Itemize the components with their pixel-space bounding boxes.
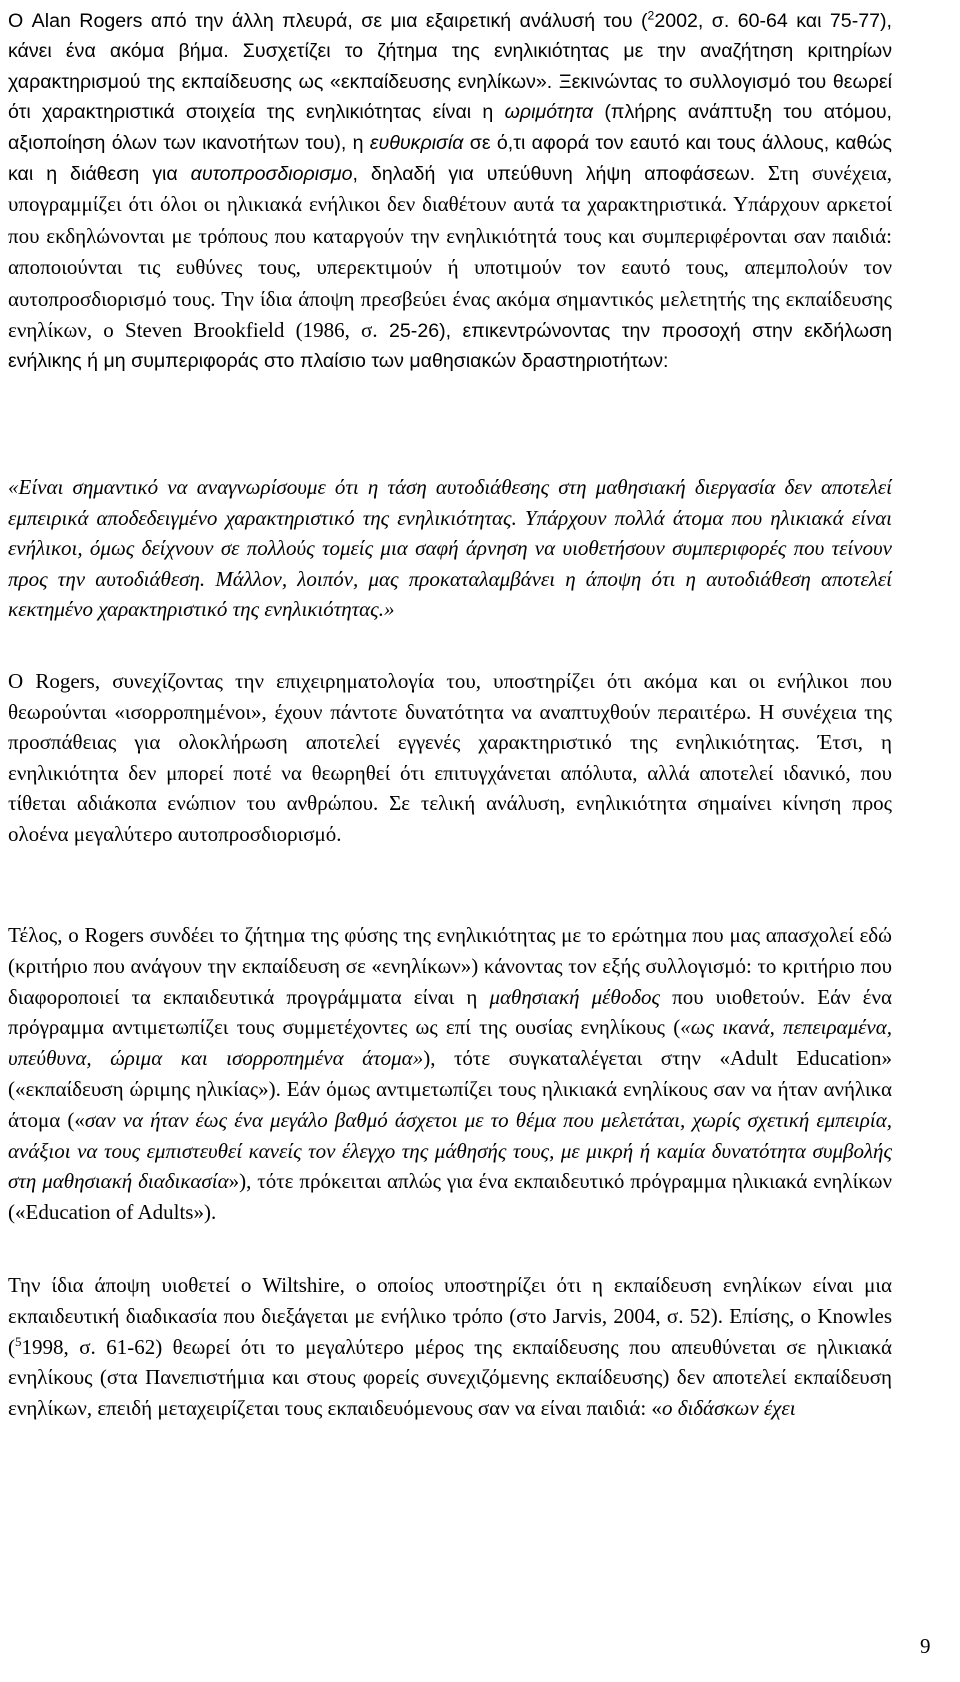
text-span: »), τότε πρόκειται απλώς για ένα εκπαιδευτικό πρόγραμμα ηλικιακά ενηλίκων («Education of Adults»). (8, 1169, 892, 1225)
italic-quote-adults: «ως ικανά, πεπειραμένα, υπεύθυνα, ώριμα και ισορροπημένα άτομα» (8, 1015, 892, 1071)
superscript-edition: 5 (15, 1333, 22, 1349)
text-span: Υπάρχουν αρκετοί που εκδηλώνονται με τρόπους που καταργούν την ενηλικιότητά τους και συμπεριφέρονται σαν παιδιά: αποποιούνται τις ευθύνες τους, υπερεκτιμούν ή υποτιμούν τον εαυτό τους, απεμπολούν τον αυτοπροσδιορισμό τους. Την ίδια άποψη πρεσβεύει ένας ακόμα σημαντικός μελετητής της εκπαίδευσης ενηλίκων, ο Steven Brookfield (1986, σ. (8, 192, 892, 343)
paragraph-rogers-analysis (8, 6, 892, 377)
text-span: Στη συνέχεια, υπογραμμίζει ότι όλοι οι ηλικιακά ενήλικοι δεν διαθέτουν αυτά τα χαρακτηριστικά. (8, 161, 892, 217)
text-span: 1998, σ. 61-62) θεωρεί ότι το μεγαλύτερο μέρος της εκπαίδευσης που απευθύνεται σε ηλικιακά ενηλίκους (στα Πανεπιστήμια και στους φορείς συνεχιζόμενης εκπαίδευσης) δεν αποτελεί εκπαίδευση ενηλίκων, επειδή μεταχειρίζεται τους εκπαιδευόμενους σαν να είναι παιδιά: « (8, 1334, 892, 1421)
paragraph-wiltshire-knowles (8, 1270, 892, 1424)
superscript-edition: 2 (647, 8, 655, 23)
page-number: 9 (920, 1634, 931, 1658)
italic-quote-minors: σαν να ήταν έως ένα μεγάλο βαθμό άσχετοι με το θέμα που μελετάται, χωρίς σχετική εμπειρία, ανάξιοι να τους εμπιστευθεί κανείς τον έλεγχο της μάθησής τους, με μικρή ή καμία δυνατότητα συμβολής στη μαθησιακή διαδικασία (8, 1107, 892, 1194)
paragraph-learning-method (8, 920, 892, 1228)
text-span: (πλήρης ανάπτυξη του ατόμου, αξιοποίηση όλων των ικανοτήτων του), η (8, 101, 893, 154)
text-span: Τέλος, ο Rogers συνδέει το ζήτημα της φύσης της ενηλικιότητας με το ερώτημα που μας απασχολεί εδώ (κριτήριο που ανάγουν την εκπαίδευση σε «ενηλίκων») κάνοντας τον εξής συλλογισμό: το κριτήριο που διαφοροποιεί τα εκπαιδευτικά προγράμματα είναι η (8, 923, 892, 1009)
text-span: Ο Alan Rogers από την άλλη πλευρά, σε μια εξαιρετική ανάλυσή του ( (8, 10, 648, 32)
block-quote-brookfield: «Είναι σημαντικό να αναγνωρίσουμε ότι η τάση αυτοδιάθεσης στη μαθησιακή διεργασία δεν αποτελεί εμπειρικά αποδεδειγμένο χαρακτηριστικό της ενηλικιότητας. Υπάρχουν πολλά άτομα που ηλικιακά είναι ενήλικοι, όμως δείχνουν σε πολλούς τομείς μια σαφή άρνηση να υιοθετήσουν συμπεριφορές που τείνουν προς την αυτοδιάθεση. Μάλλον, λοιπόν, μας προκαταλαμβάνει η άποψη ότι η αυτοδιάθεση αποτελεί κεκτημένο χαρακτηριστικό της ενηλικιότητας.» (8, 475, 892, 622)
text-span: σε ό,τι αφορά τον εαυτό και τους άλλους, καθώς και η διάθεση για (8, 131, 892, 186)
text-span: 25-26), επικεντρώνοντας την προσοχή στην εκδήλωση ενήλικης ή μη συμπεριφοράς στο πλαίσιο των μαθησιακών δραστηριοτήτων: (8, 320, 893, 373)
italic-quote-teacher: ο διδάσκων έχει (661, 1396, 796, 1421)
text-span: Την ίδια άποψη υιοθετεί ο Wiltshire, ο οποίος υποστηρίζει ότι η εκπαίδευση ενηλίκων είναι μια εκπαιδευτική διαδικασία που διεξάγεται με ενήλικο τρόπο (στο Jarvis, 2004, σ. 52). Επίσης, ο Knowles ( (8, 1273, 892, 1359)
italic-term-self-determination: αυτοπροσδιορισμο (190, 163, 353, 186)
text-span: που υιοθετούν. Εάν ένα πρόγραμμα αντιμετωπίζει τους συμμετέχοντες ως επί της ουσίας ενηλίκους ( (8, 984, 892, 1040)
italic-term-judgement: ευθυκρισία (369, 131, 464, 154)
text-span: 2002, σ. 60-64 και 75-77), κάνει ένα ακόμα βήμα. Συσχετίζει το ζήτημα της ενηλικιότητας με την αναζήτηση κριτηρίων χαρακτηρισμού της εκπαίδευσης ως «εκπαίδευσης ενηλίκων». Ξεκινώντας το συλλογισμό του θεωρεί ότι χαρακτηριστικά στοιχεία της ενηλικιότητας είναι η (8, 10, 892, 124)
text-span: ), τότε συγκαταλέγεται στην «Adult Education» («εκπαίδευση ώριμης ηλικίας»). Εάν όμως αντιμετωπίζει τους ηλικιακά ενηλίκους σαν να ήταν ανήλικα άτομα (« (8, 1046, 892, 1132)
italic-term-maturity: ωριμότητα (504, 101, 594, 124)
text-span: , δηλαδή για υπεύθυνη λήψη αποφάσεων. (352, 163, 756, 186)
paragraph-rogers-continuation: Ο Rogers, συνεχίζοντας την επιχειρηματολογία του, υποστηρίζει ότι ακόμα και οι ενήλικοι που θεωρούνται «ισορροπημένοι», έχουν πάντοτε δυνατότητα να αναπτυχθούν περαιτέρω. Η συνέχεια της προσπάθειας για ολοκλήρωση αποτελεί εγγενές χαρακτηριστικό της ενηλικιότητας. Έτσι, η ενηλικιότητα δεν μπορεί ποτέ να θεωρηθεί ότι επιτυγχάνεται απόλυτα, αλλά αποτελεί ιδανικό, που τίθεται αδιάκοπα ενώπιον του ανθρώπου. Σε τελική ανάλυση, ενηλικιότητα σημαίνει κίνηση προς ολοένα μεγαλύτερο αυτοπροσδιορισμό. (8, 669, 892, 846)
italic-term-learning-method: μαθησιακή μέθοδος (489, 984, 660, 1009)
